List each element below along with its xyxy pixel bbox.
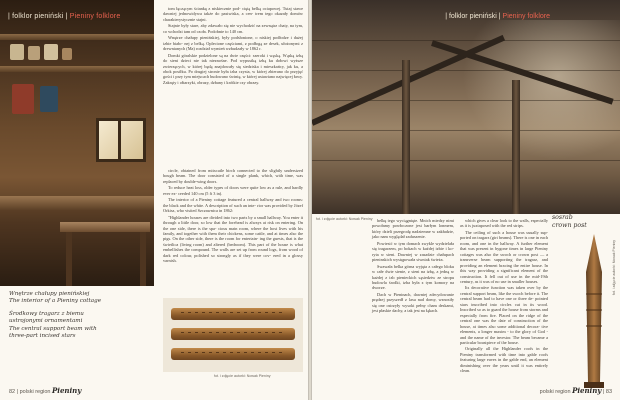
caption-pl: ustrojonymi ornamentami <box>9 318 83 325</box>
left-page <box>0 0 308 400</box>
header-accent: Pieniny folklore <box>69 13 121 20</box>
footer-brand: Pieniny <box>572 386 602 395</box>
paragraph: To reduce heat loss, older types of doors were quite low as a rule, and hardly ever ex- ceeded 140 cm (5 ft 3 in). <box>163 185 303 196</box>
header-prefix: | folklor pieniński | <box>8 13 68 20</box>
plank-line <box>312 160 620 161</box>
running-header-right <box>312 13 550 20</box>
ceiling-beam <box>0 34 154 40</box>
paragraph: circle, obtained from mitxcatle birch connected to the slightly undersized bough beam. The door consisted of a single plank, which, with time, was replaced by double-wing doors. <box>163 168 303 184</box>
carved-beam <box>171 348 295 360</box>
paragraph: Domki góralskie podzielone są na dwie części: szeroki i wąską. Wąską izbą do sieni dzieci nie tak nieznośne. Pod wypustką izbą ku dołowi wyższe zwierzęcych, w której będą znajdowały się siedziska i mieszkańcy, jak ku, a obok posiłku. Po drugiej stronie była izba czysta, w której zbierano do przyjęć gości i przy tym miejscach budowano świnię, w której ustawiano najwięcej ławy. Zakręty i ołtarzyki, obrazy, dzbany i krótkie czy obrazy. <box>163 52 303 85</box>
shelf-plate <box>10 44 24 60</box>
shelf-plate <box>44 44 58 60</box>
header-prefix: | folklor pieniński | <box>445 13 501 20</box>
text-column-top <box>163 6 303 86</box>
plank-line <box>312 40 620 41</box>
text-column-polish <box>372 218 454 315</box>
carved-beam-photo <box>163 298 303 372</box>
running-header-left <box>8 13 120 20</box>
right-page <box>312 0 620 400</box>
header-accent: Pieniny folklore <box>502 13 550 20</box>
cottage-interior-photo <box>0 0 154 286</box>
plank-line <box>312 70 620 71</box>
crown-post-photo <box>574 232 614 390</box>
caption-en: The interior of a Pieniny cottage <box>9 298 102 305</box>
roof-construction-photo <box>312 0 620 214</box>
photo-caption <box>9 291 155 340</box>
footer-right <box>540 386 612 395</box>
paragraph: Dach w Pieninach, dawniej zdecydowanie prędzej przyszedł z lasu nad domy, wznosiły się one ostrzyły wysoki pełny cham deskami, jest płaskie dachy, a tak jest na łąkach. <box>372 291 454 314</box>
ceiling-beam <box>0 66 154 72</box>
plank-line <box>312 130 620 131</box>
shelf-plate <box>28 46 40 60</box>
wooden-table <box>60 222 150 232</box>
caption-en: crown post <box>552 221 587 229</box>
page-number: 82 <box>9 389 16 395</box>
photo-credit: fot. i zdjęcie autorki: Nowak Pieniny <box>316 217 373 221</box>
page-number: | 83 <box>602 389 612 395</box>
footer-label: polski region <box>539 389 571 395</box>
text-column-english <box>163 168 303 265</box>
carved-beam <box>171 308 295 320</box>
table-leg <box>140 232 146 286</box>
shelf-jug <box>62 48 72 60</box>
caption-pl: sosrab <box>552 214 573 221</box>
paragraph: belkę tego wyciągnięte. Mnich miedzy nimi powołamy powłoczone jest barłym lonmem, który dzieli przegrodę nadziemne w zakładzie, jako nam wyglądał zaduszenie. <box>372 218 454 240</box>
photo-credit-vertical: fot. i zdjęcie autorki: Nowak Pieniny <box>612 240 616 296</box>
photo-credit: fot. i zdjęcie autorki: Nowak Pieniny <box>214 374 271 378</box>
paragraph: Powiesić w tym domach zwykle wydzielała się tragarzem, po bokach w kaźdej izbie i ko- ryta w sieni. Dawniej w zasadzie chałupach pieninskich występowała siwniak świeża. <box>372 240 454 263</box>
post-body <box>586 234 602 382</box>
footer-label: | polski region <box>16 389 51 395</box>
carved-beam <box>171 328 295 340</box>
text-column-english <box>460 218 548 375</box>
paragraph: Swawała belka górna wyjęta z całego bloku w całe dwie sienie, z sieni na izbę, a jedną w każdej z izb pienieckich sąsiedztw ze stropu budowla środki, izba była z tym komory na dworze. <box>372 263 454 291</box>
wooden-bench <box>0 196 154 210</box>
paragraph: tom łączącym ściankę z niskiecznie pod- ciętą belką ociapowej. Tutaj stawe dawniej jednowidywa także do pastwiska, a cen- trem tego okazały domów charakterystycznie stajni. <box>163 6 303 22</box>
paragraph: "Highlander houses are divided into two parts by a small hallway. You enter it through a little door, so low that the forehead is always at risk on entering. On the one side, there is the spa- cious main room, where the host lives with his family, and together with them their chickens, some cattle, and at times also the pigs. On the other side, there is the room for entertain- ing the guests, that is the świetlica (living room) and altered (bedroom). This part of the house is what embellishes the compound. The walls are set up from round logs, from wood of dark red colour, polished so strongly as if they were cov- ered in a glossy varnish. <box>163 214 303 264</box>
wall-icon-painting <box>12 84 34 114</box>
paragraph: Its decorative function was taken over by the central support beam, like the swoch before it. The central beam had to have one or three de- pointed stars inscribed into circles cut in its wood. Inscribed so as to guard the house from storms and especially from fire. Placed on the ridge of the central one was the date of construction of the house, at times also some additional decora- tive elements, a longer maxim - to the glory of God - and the name of the investor. The beam became a particular boastpiece of the house. <box>460 285 548 345</box>
paragraph: The interior of a Pieniny cottage featured a central hallway and two rooms: the black and the white. A description of such an inte- rior was provided by Józef Orkisz, who visited Szczawnica in 1862: <box>163 197 303 214</box>
caption-pl: Środkowy tragarz z biemu <box>9 310 84 317</box>
paragraph: Originally all the Highlander roofs in the Pieniny transformed with time into gable roofs featuring large eaves in the gable end, an element diminishing over the years until it was entirely clean. <box>460 346 548 374</box>
crown-post <box>402 60 410 214</box>
support-post <box>512 80 520 214</box>
table-leg <box>66 232 72 286</box>
paragraph: Wnętrze chałupy pienińskiej, były podsłonione, o niskiej podłodze i dużej izbie biało- nej z belką. Oplecione częściami, z podłogą ze desek, ułożonymi z drewnianych (Ma) rozdział wymień wzbudzały w 1862 r. <box>163 35 303 52</box>
footer-left <box>9 386 81 395</box>
paragraph: The ceiling of such a house was usually sup- ported on tragarz (girt beams). There is one in each room, and one in the hallway. A further element that was present in bygone times in large Pieniny cottages was also the swoch or crown post — a transverse beam supporting the tragarz, and providing an element bracing the entire house. In this way providing a significant element of the construction. It fell out of use in the mid-19th century, as it was of no use in smaller houses. <box>460 229 548 284</box>
side-caption <box>552 214 602 229</box>
paragraph: which gives a clear look to the walls, especially as it is juxtaposed with the red strips. <box>460 218 548 229</box>
paragraph: Stajnie były stare, aby zdawało się nie wychodzić na zewnątrz chaty, na tym, co wchodzi tam od czoła. Podobnie to 140 cm. <box>163 23 303 34</box>
caption-en: The central support beam with <box>9 325 97 332</box>
footer-brand: Pieniny <box>52 386 82 395</box>
cottage-window <box>96 118 146 162</box>
caption-en: three-part incised stars <box>9 333 76 340</box>
wall-icon-painting <box>40 86 58 112</box>
caption-pl: Wnętrze chałupy pienińskiej <box>9 291 90 297</box>
